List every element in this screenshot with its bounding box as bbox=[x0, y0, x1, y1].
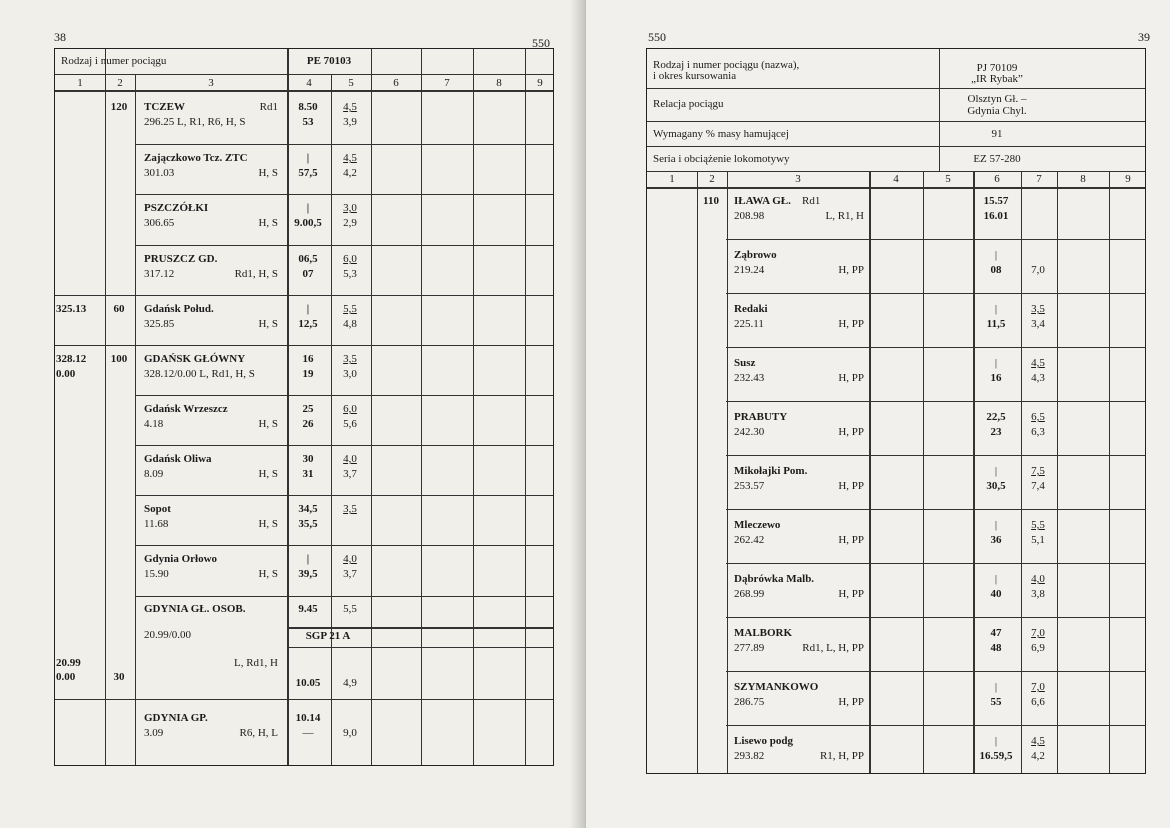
row-divider bbox=[135, 144, 553, 145]
station-km: 296.25 L, R1, R6, H, S bbox=[144, 116, 246, 128]
row-divider bbox=[135, 395, 553, 396]
hdr-brake-label: Wymagany % masy hamującej bbox=[653, 128, 789, 140]
arrival-time: 34,5 bbox=[298, 503, 318, 515]
station-km: 277.89 bbox=[734, 642, 765, 654]
running-time-scheduled: 4,5 bbox=[1031, 357, 1045, 369]
running-time-min: 4,2 bbox=[343, 167, 357, 179]
row-divider bbox=[726, 347, 1146, 348]
departure-time: 11,5 bbox=[986, 318, 1006, 330]
left-page-number: 38 bbox=[54, 30, 66, 44]
col-divider bbox=[421, 49, 422, 765]
running-time-scheduled: 3,5 bbox=[1031, 303, 1045, 315]
departure-time: 53 bbox=[302, 116, 314, 128]
col-divider bbox=[869, 171, 871, 773]
col-number: 5 bbox=[945, 173, 951, 185]
col-number: 9 bbox=[1125, 173, 1131, 185]
pass-marker: | bbox=[994, 681, 998, 693]
station-km: 15.90 bbox=[144, 568, 169, 580]
station-km: 225.11 bbox=[734, 318, 764, 330]
col-number: 2 bbox=[117, 77, 123, 89]
station-name: Susz bbox=[734, 357, 756, 369]
col-number: 5 bbox=[348, 77, 354, 89]
station-flags: R6, H, L bbox=[239, 727, 278, 739]
station-name: IŁAWA GŁ. bbox=[734, 195, 791, 207]
station-km: 11.68 bbox=[144, 518, 169, 530]
station-flags: Rd1, H, S bbox=[234, 268, 278, 280]
row-divider bbox=[726, 401, 1146, 402]
row-divider bbox=[55, 74, 553, 75]
row-divider bbox=[287, 647, 553, 648]
pass-marker: | bbox=[994, 249, 998, 261]
arrival-time: 22,5 bbox=[986, 411, 1006, 423]
speed-limit: 100 bbox=[110, 353, 128, 365]
running-time-min: 4,3 bbox=[1031, 372, 1045, 384]
col-divider bbox=[525, 49, 526, 765]
arrival-time: 9.45 bbox=[298, 603, 318, 615]
station-flags: L, R1, H bbox=[825, 210, 864, 222]
station-name: Dąbrówka Malb. bbox=[734, 573, 815, 585]
station-name: Gdynia Orłowo bbox=[144, 553, 218, 565]
station-flags: H, PP bbox=[838, 534, 864, 546]
running-time-scheduled: 7,5 bbox=[1031, 465, 1045, 477]
running-time-scheduled: 5,5 bbox=[343, 303, 357, 315]
running-time-min: 5,1 bbox=[1031, 534, 1045, 546]
running-time-scheduled: 7,0 bbox=[1031, 627, 1045, 639]
station-flags: H, S bbox=[258, 418, 278, 430]
row-divider bbox=[55, 699, 553, 700]
station-flags: H, PP bbox=[838, 264, 864, 276]
station-name: GDAŃSK GŁÓWNY bbox=[144, 353, 246, 365]
pass-marker: | bbox=[994, 357, 998, 369]
station-name: Gdańsk Połud. bbox=[144, 303, 214, 315]
running-time-scheduled: 6,0 bbox=[343, 253, 357, 265]
right-page-number: 39 bbox=[1138, 30, 1150, 44]
row-divider bbox=[647, 187, 1145, 189]
running-time-scheduled: 7,0 bbox=[1031, 681, 1045, 693]
col-number: 3 bbox=[795, 173, 801, 185]
station-flags: H, PP bbox=[838, 426, 864, 438]
km-marker: 325.13 bbox=[56, 303, 87, 315]
row-divider bbox=[726, 239, 1146, 240]
station-name: GDYNIA GP. bbox=[144, 712, 208, 724]
station-flags: H, PP bbox=[838, 372, 864, 384]
hdr-relation-label: Relacja pociągu bbox=[653, 98, 724, 110]
departure-time: 36 bbox=[990, 534, 1002, 546]
arrival-time: 30 bbox=[302, 453, 314, 465]
row-divider bbox=[55, 90, 553, 92]
row-divider bbox=[135, 245, 553, 246]
station-name: Gdańsk Wrzeszcz bbox=[144, 403, 228, 415]
running-time-scheduled: 4,0 bbox=[1031, 573, 1045, 585]
col-divider bbox=[371, 49, 372, 765]
right-top-left-number: 550 bbox=[648, 30, 666, 44]
running-time-min: 4,8 bbox=[343, 318, 357, 330]
arrival-time: 25 bbox=[302, 403, 314, 415]
station-km: 293.82 bbox=[734, 750, 765, 762]
departure-time: 16.01 bbox=[983, 210, 1009, 222]
col-number: 6 bbox=[994, 173, 1000, 185]
station-km: 208.98 bbox=[734, 210, 765, 222]
hdr-loco-value: EZ 57-280 bbox=[973, 153, 1021, 165]
col-divider bbox=[1109, 171, 1110, 773]
station-annotation: Rd1 bbox=[259, 101, 278, 113]
col-number: 4 bbox=[893, 173, 899, 185]
arrival-time: 10.14 bbox=[295, 712, 321, 724]
left-top-right-number: 550 bbox=[532, 36, 550, 50]
station-flags: H, PP bbox=[838, 480, 864, 492]
departure-time: 19 bbox=[302, 368, 314, 380]
departure-time: 9.00,5 bbox=[294, 217, 322, 229]
km-marker: 328.12 bbox=[56, 353, 87, 365]
station-flags: H, S bbox=[258, 568, 278, 580]
hdr-train-label-2: i okres kursowania bbox=[653, 70, 737, 82]
station-km: 4.18 bbox=[144, 418, 164, 430]
hdr-relation-value-2: Gdynia Chyl. bbox=[967, 105, 1027, 117]
station-km: 286.75 bbox=[734, 696, 765, 708]
arrival-time: 47 bbox=[990, 627, 1002, 639]
arrival-time: 16 bbox=[302, 353, 314, 365]
col-divider bbox=[923, 171, 924, 773]
departure-time: 23 bbox=[990, 426, 1002, 438]
station-km: 268.99 bbox=[734, 588, 765, 600]
row-divider bbox=[726, 563, 1146, 564]
running-time-min: 4,2 bbox=[1031, 750, 1045, 762]
running-time-min: 2,9 bbox=[343, 217, 357, 229]
row-divider bbox=[55, 345, 553, 346]
station-name: Zajączkowo Tcz. ZTC bbox=[144, 152, 248, 164]
speed-limit: 60 bbox=[113, 303, 125, 315]
row-divider bbox=[647, 146, 1145, 147]
departure-time: 40 bbox=[990, 588, 1002, 600]
station-km: 20.99/0.00 bbox=[144, 629, 192, 641]
departure-time: 07 bbox=[302, 268, 314, 280]
hdr-train-label: Rodzaj i numer pociągu (nazwa), bbox=[653, 59, 800, 71]
running-time-scheduled: 3,0 bbox=[343, 202, 357, 214]
km-marker: 0.00 bbox=[56, 368, 76, 380]
station-annotation: Rd1 bbox=[802, 195, 821, 207]
left-page bbox=[0, 0, 584, 828]
departure-time: 35,5 bbox=[298, 518, 318, 530]
running-time-min: 3,4 bbox=[1031, 318, 1045, 330]
running-time-scheduled: 6,0 bbox=[343, 403, 357, 415]
station-km: 219.24 bbox=[734, 264, 765, 276]
station-name: Mikołajki Pom. bbox=[734, 465, 808, 477]
arrival-time: 06,5 bbox=[298, 253, 318, 265]
station-flags: H, S bbox=[258, 217, 278, 229]
hdr-train-value-2: „IR Rybak” bbox=[971, 73, 1023, 85]
station-name: Gdańsk Oliwa bbox=[144, 453, 212, 465]
col-number: 3 bbox=[208, 77, 214, 89]
row-divider bbox=[647, 88, 1145, 89]
station-name: PRUSZCZ GD. bbox=[144, 253, 218, 265]
row-divider bbox=[135, 445, 553, 446]
hdr-loco-label: Seria i obciążenie lokomotywy bbox=[653, 153, 790, 165]
running-time-min: 4,9 bbox=[343, 677, 357, 689]
running-time-min: 6,9 bbox=[1031, 642, 1045, 654]
row-divider bbox=[135, 495, 553, 496]
departure-time: 08 bbox=[990, 264, 1002, 276]
departure-time: 55 bbox=[990, 696, 1002, 708]
running-time-min: 7,0 bbox=[1031, 264, 1045, 276]
station-km: 242.30 bbox=[734, 426, 765, 438]
row-divider bbox=[135, 596, 553, 597]
row-divider bbox=[726, 617, 1146, 618]
running-time-min: 6,6 bbox=[1031, 696, 1045, 708]
col-divider bbox=[135, 74, 136, 765]
km-marker: 20.99 bbox=[56, 657, 81, 669]
departure-time: 12,5 bbox=[298, 318, 318, 330]
row-divider bbox=[726, 509, 1146, 510]
station-flags: H, S bbox=[258, 468, 278, 480]
departure-time: 48 bbox=[990, 642, 1002, 654]
arrival-time: 8.50 bbox=[298, 101, 318, 113]
row-divider bbox=[726, 293, 1146, 294]
station-km: 317.12 bbox=[144, 268, 175, 280]
departure-time: 30,5 bbox=[986, 480, 1006, 492]
station-km: 328.12/0.00 L, Rd1, H, S bbox=[144, 368, 255, 380]
row-divider bbox=[726, 671, 1146, 672]
col-number: 2 bbox=[709, 173, 715, 185]
station-km: 3.09 bbox=[144, 727, 164, 739]
running-time-min: 3,0 bbox=[343, 368, 357, 380]
speed-limit: 110 bbox=[703, 195, 719, 207]
hdr-train-value-1: PJ 70109 bbox=[976, 62, 1018, 74]
departure-time: 16.59,5 bbox=[979, 750, 1013, 762]
departure-time: 26 bbox=[302, 418, 314, 430]
col-number: 8 bbox=[1080, 173, 1086, 185]
row-divider bbox=[726, 725, 1146, 726]
col-number: 6 bbox=[393, 77, 399, 89]
col-number: 4 bbox=[306, 77, 312, 89]
row-divider bbox=[55, 295, 553, 296]
station-flags: R1, H, PP bbox=[819, 750, 864, 762]
col-divider bbox=[473, 49, 474, 765]
col-divider bbox=[727, 171, 728, 773]
col-number: 7 bbox=[444, 77, 450, 89]
departure-time: 39,5 bbox=[298, 568, 318, 580]
station-flags: H, S bbox=[258, 167, 278, 179]
arrival-time: 15.57 bbox=[983, 195, 1009, 207]
next-train-number: SGP 21 A bbox=[305, 630, 351, 642]
pass-marker: | bbox=[994, 465, 998, 477]
pass-marker: | bbox=[994, 519, 998, 531]
station-flags: L, Rd1, H bbox=[234, 657, 278, 669]
running-time-scheduled: 4,5 bbox=[1031, 735, 1045, 747]
running-time-min: 6,3 bbox=[1031, 426, 1045, 438]
km-marker: 0.00 bbox=[56, 671, 76, 683]
running-time-scheduled: 4,0 bbox=[343, 453, 357, 465]
station-km: 325.85 bbox=[144, 318, 175, 330]
col-number: 9 bbox=[537, 77, 543, 89]
station-name: Redaki bbox=[734, 303, 768, 315]
station-flags: H, PP bbox=[838, 318, 864, 330]
speed-limit: 120 bbox=[110, 101, 128, 113]
station-km: 232.43 bbox=[734, 372, 765, 384]
station-flags: H, PP bbox=[838, 696, 864, 708]
station-flags: H, S bbox=[258, 318, 278, 330]
running-time-scheduled: 3,5 bbox=[343, 503, 357, 515]
departure-time: — bbox=[302, 727, 314, 739]
speed-limit: 30 bbox=[113, 671, 125, 683]
row-divider bbox=[726, 455, 1146, 456]
running-time-scheduled: 4,5 bbox=[343, 152, 357, 164]
running-time-min: 7,4 bbox=[1031, 480, 1045, 492]
pass-marker: | bbox=[994, 573, 998, 585]
running-time-min: 3,8 bbox=[1031, 588, 1045, 600]
station-km: 8.09 bbox=[144, 468, 164, 480]
hdr-relation-value-1: Olsztyn Gł. – bbox=[967, 93, 1027, 105]
station-name: Lisewo podg bbox=[734, 735, 793, 747]
station-name: GDYNIA GŁ. OSOB. bbox=[144, 603, 246, 615]
arrival-time: | bbox=[306, 303, 310, 315]
running-time-scheduled: 3,5 bbox=[343, 353, 357, 365]
row-divider bbox=[647, 121, 1145, 122]
station-name: PSZCZÓŁKI bbox=[144, 202, 209, 214]
left-train-number: PE 70103 bbox=[306, 55, 352, 67]
station-name: SZYMANKOWO bbox=[734, 681, 819, 693]
departure-time: 31 bbox=[302, 468, 314, 480]
running-time-scheduled: 4,5 bbox=[343, 101, 357, 113]
col-divider bbox=[105, 49, 106, 765]
station-flags: H, PP bbox=[838, 588, 864, 600]
departure-time: 10.05 bbox=[295, 677, 321, 689]
right-timetable-table bbox=[646, 48, 1146, 774]
col-divider bbox=[697, 171, 698, 773]
running-time-scheduled: 6,5 bbox=[1031, 411, 1045, 423]
station-km: 301.03 bbox=[144, 167, 175, 179]
station-km: 262.42 bbox=[734, 534, 765, 546]
station-flags: Rd1, L, H, PP bbox=[802, 642, 864, 654]
left-header-label: Rodzaj i numer pociągu bbox=[61, 55, 167, 67]
pass-marker: | bbox=[994, 735, 998, 747]
station-name: Sopot bbox=[144, 503, 171, 515]
col-number: 1 bbox=[77, 77, 83, 89]
departure-time: 57,5 bbox=[298, 167, 318, 179]
station-name: MALBORK bbox=[734, 627, 793, 639]
running-time-scheduled: 5,5 bbox=[1031, 519, 1045, 531]
running-time-min: 3,9 bbox=[343, 116, 357, 128]
station-name: Mleczewo bbox=[734, 519, 781, 531]
hdr-brake-value: 91 bbox=[991, 128, 1003, 140]
running-time-scheduled: 9,0 bbox=[343, 727, 357, 739]
station-km: 306.65 bbox=[144, 217, 175, 229]
running-time-min: 5,3 bbox=[343, 268, 357, 280]
col-number: 1 bbox=[669, 173, 675, 185]
station-km: 253.57 bbox=[734, 480, 765, 492]
running-time-min: 3,7 bbox=[343, 468, 357, 480]
station-name: Ząbrowo bbox=[734, 249, 777, 261]
departure-time: 16 bbox=[990, 372, 1002, 384]
row-divider bbox=[135, 194, 553, 195]
pass-marker: | bbox=[994, 303, 998, 315]
station-name: TCZEW bbox=[144, 101, 185, 113]
row-divider bbox=[135, 545, 553, 546]
col-number: 7 bbox=[1036, 173, 1042, 185]
running-time-min: 5,6 bbox=[343, 418, 357, 430]
running-time-scheduled: 5,5 bbox=[343, 603, 357, 615]
arrival-time: | bbox=[306, 553, 310, 565]
col-number: 8 bbox=[496, 77, 502, 89]
running-time-min: 3,7 bbox=[343, 568, 357, 580]
col-divider bbox=[1057, 171, 1058, 773]
arrival-time: | bbox=[306, 152, 310, 164]
running-time-scheduled: 4,0 bbox=[343, 553, 357, 565]
right-page bbox=[586, 0, 1170, 828]
arrival-time: | bbox=[306, 202, 310, 214]
station-name: PRABUTY bbox=[734, 411, 788, 423]
station-flags: H, S bbox=[258, 518, 278, 530]
